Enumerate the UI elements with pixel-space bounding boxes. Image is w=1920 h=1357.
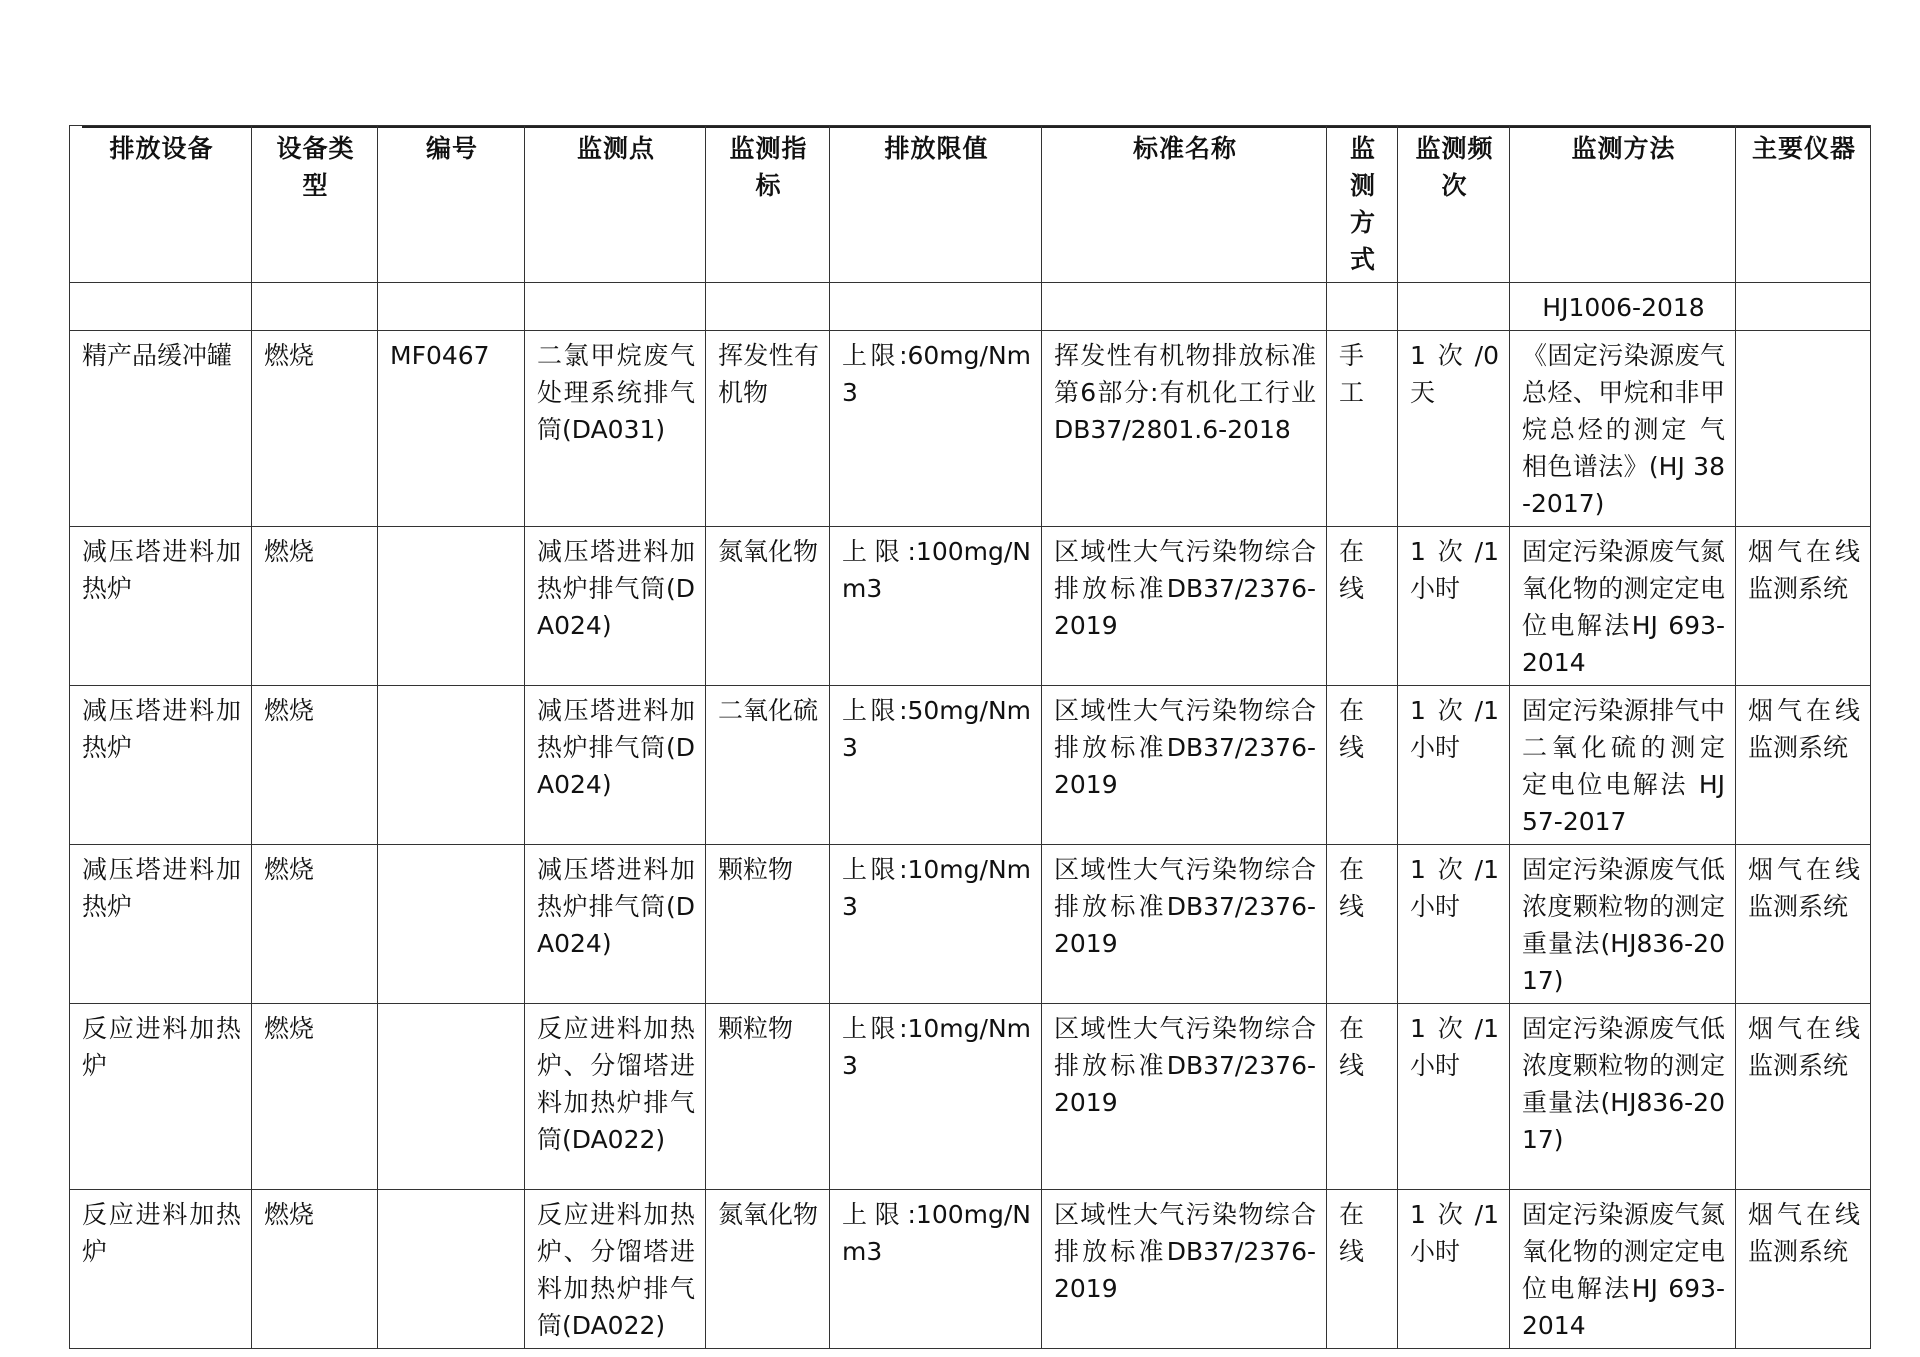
cell-emission-limit: 上限:50mg/Nm3	[830, 686, 1042, 845]
cell-code	[378, 1004, 525, 1190]
cell-equipment-type: 燃烧	[252, 1004, 378, 1190]
cell-emission-equipment: 反应进料加热炉	[70, 1004, 252, 1190]
header-emission-limit: 排放限值	[830, 126, 1042, 283]
cell-main-instrument	[1736, 283, 1871, 331]
header-code: 编号	[378, 126, 525, 283]
cell-monitoring-method: 固定污染源废气氮氧化物的测定定电位电解法HJ 693-2014	[1510, 527, 1736, 686]
cell-monitoring-method: 固定污染源废气低浓度颗粒物的测定 重量法(HJ836-2017)	[1510, 1004, 1736, 1190]
cell-monitoring-mode: 在线	[1327, 686, 1398, 845]
cell-standard-name	[1042, 283, 1327, 331]
cell-monitoring-mode: 在线	[1327, 845, 1398, 1004]
cell-main-instrument: 烟气在线监测系统	[1736, 1004, 1871, 1190]
header-standard-name: 标准名称	[1042, 126, 1327, 283]
emission-monitoring-table	[69, 125, 1871, 1349]
cell-monitoring-point: 反应进料加热炉、分馏塔进料加热炉排气筒(DA022)	[525, 1190, 706, 1349]
cell-monitoring-method: 固定污染源废气氮氧化物的测定定电位电解法HJ 693-2014	[1510, 1190, 1736, 1349]
cell-emission-equipment	[70, 283, 252, 331]
cell-code	[378, 527, 525, 686]
cell-standard-name: 区域性大气污染物综合排放标准DB37/2376-2019	[1042, 686, 1327, 845]
cell-monitoring-point: 减压塔进料加热炉排气筒(DA024)	[525, 527, 706, 686]
cell-emission-limit	[830, 283, 1042, 331]
cell-monitoring-indicator: 二氧化硫	[706, 686, 830, 845]
cell-emission-equipment: 反应进料加热炉	[70, 1190, 252, 1349]
header-equipment-type: 设备类型	[252, 126, 378, 283]
cell-code: MF0467	[378, 331, 525, 527]
cell-monitoring-point: 反应进料加热炉、分馏塔进料加热炉排气筒(DA022)	[525, 1004, 706, 1190]
cell-monitoring-indicator: 颗粒物	[706, 845, 830, 1004]
cell-emission-equipment: 减压塔进料加热炉	[70, 845, 252, 1004]
cell-equipment-type: 燃烧	[252, 1190, 378, 1349]
cell-monitoring-mode: 在线	[1327, 1190, 1398, 1349]
cell-code	[378, 845, 525, 1004]
cell-monitoring-indicator: 氮氧化物	[706, 527, 830, 686]
header-monitoring-method: 监测方法	[1510, 126, 1736, 283]
cell-emission-limit: 上限:60mg/Nm3	[830, 331, 1042, 527]
cell-emission-equipment: 精产品缓冲罐	[70, 331, 252, 527]
cell-emission-equipment: 减压塔进料加热炉	[70, 686, 252, 845]
cell-monitoring-mode: 手工	[1327, 331, 1398, 527]
cell-monitoring-point: 减压塔进料加热炉排气筒(DA024)	[525, 686, 706, 845]
cell-monitoring-frequency: 1次/1小时	[1398, 845, 1510, 1004]
cell-standard-name: 区域性大气污染物综合排放标准DB37/2376-2019	[1042, 1190, 1327, 1349]
cell-monitoring-indicator: 颗粒物	[706, 1004, 830, 1190]
cell-monitoring-frequency: 1次/1小时	[1398, 1190, 1510, 1349]
cell-monitoring-mode: 在线	[1327, 527, 1398, 686]
table-row	[70, 686, 1871, 845]
cell-main-instrument: 烟气在线监测系统	[1736, 845, 1871, 1004]
header-emission-equipment: 排放设备	[70, 126, 252, 283]
table-viewport	[69, 125, 1870, 1340]
header-monitoring-mode: 监测方式	[1327, 126, 1398, 283]
table-row	[70, 331, 1871, 527]
cell-monitoring-method: HJ1006-2018	[1510, 283, 1736, 331]
cell-emission-equipment: 减压塔进料加热炉	[70, 527, 252, 686]
cell-emission-limit: 上限:10mg/Nm3	[830, 845, 1042, 1004]
cell-standard-name: 挥发性有机物排放标准第6部分:有机化工行业DB37/2801.6-2018	[1042, 331, 1327, 527]
table-row	[70, 845, 1871, 1004]
table-row	[70, 1004, 1871, 1190]
cell-emission-limit: 上限:100mg/Nm3	[830, 527, 1042, 686]
cell-code	[378, 1190, 525, 1349]
table-row	[70, 527, 1871, 686]
cell-standard-name: 区域性大气污染物综合排放标准DB37/2376-2019	[1042, 1004, 1327, 1190]
header-monitoring-frequency: 监测频次	[1398, 126, 1510, 283]
cell-monitoring-point	[525, 283, 706, 331]
cell-monitoring-frequency: 1次/1小时	[1398, 527, 1510, 686]
cell-monitoring-indicator: 挥发性有机物	[706, 331, 830, 527]
cell-emission-limit: 上限:100mg/Nm3	[830, 1190, 1042, 1349]
cell-emission-limit: 上限:10mg/Nm3	[830, 1004, 1042, 1190]
cell-main-instrument: 烟气在线监测系统	[1736, 527, 1871, 686]
cell-monitoring-frequency: 1次/0天	[1398, 331, 1510, 527]
cell-monitoring-point: 减压塔进料加热炉排气筒(DA024)	[525, 845, 706, 1004]
cell-standard-name: 区域性大气污染物综合排放标准DB37/2376-2019	[1042, 527, 1327, 686]
cell-main-instrument: 烟气在线监测系统	[1736, 1190, 1871, 1349]
cell-monitoring-indicator	[706, 283, 830, 331]
cell-equipment-type: 燃烧	[252, 845, 378, 1004]
table-row	[70, 1190, 1871, 1349]
cell-equipment-type: 燃烧	[252, 686, 378, 845]
cell-monitoring-method: 固定污染源排气中二氧化硫的测定 定电位电解法 HJ 57-2017	[1510, 686, 1736, 845]
cell-main-instrument: 烟气在线监测系统	[1736, 686, 1871, 845]
cell-equipment-type	[252, 283, 378, 331]
table-row	[70, 283, 1871, 331]
cell-equipment-type: 燃烧	[252, 331, 378, 527]
cell-monitoring-mode: 在线	[1327, 1004, 1398, 1190]
cell-monitoring-method: 《固定污染源废气 总烃、甲烷和非甲烷总烃的测定 气相色谱法》(HJ 38-2017)	[1510, 331, 1736, 527]
header-main-instrument: 主要仪器	[1736, 126, 1871, 283]
cell-monitoring-indicator: 氮氧化物	[706, 1190, 830, 1349]
cell-monitoring-mode	[1327, 283, 1398, 331]
cell-monitoring-frequency: 1次/1小时	[1398, 1004, 1510, 1190]
cell-monitoring-frequency: 1次/1小时	[1398, 686, 1510, 845]
table-header-row	[70, 126, 1871, 283]
cell-monitoring-method: 固定污染源废气低浓度颗粒物的测定 重量法(HJ836-2017)	[1510, 845, 1736, 1004]
header-monitoring-indicator: 监测指标	[706, 126, 830, 283]
cell-main-instrument	[1736, 331, 1871, 527]
cell-monitoring-frequency	[1398, 283, 1510, 331]
cell-equipment-type: 燃烧	[252, 527, 378, 686]
cell-code	[378, 283, 525, 331]
cell-standard-name: 区域性大气污染物综合排放标准DB37/2376-2019	[1042, 845, 1327, 1004]
cell-monitoring-point: 二氯甲烷废气处理系统排气筒(DA031)	[525, 331, 706, 527]
header-monitoring-point: 监测点	[525, 126, 706, 283]
cell-code	[378, 686, 525, 845]
